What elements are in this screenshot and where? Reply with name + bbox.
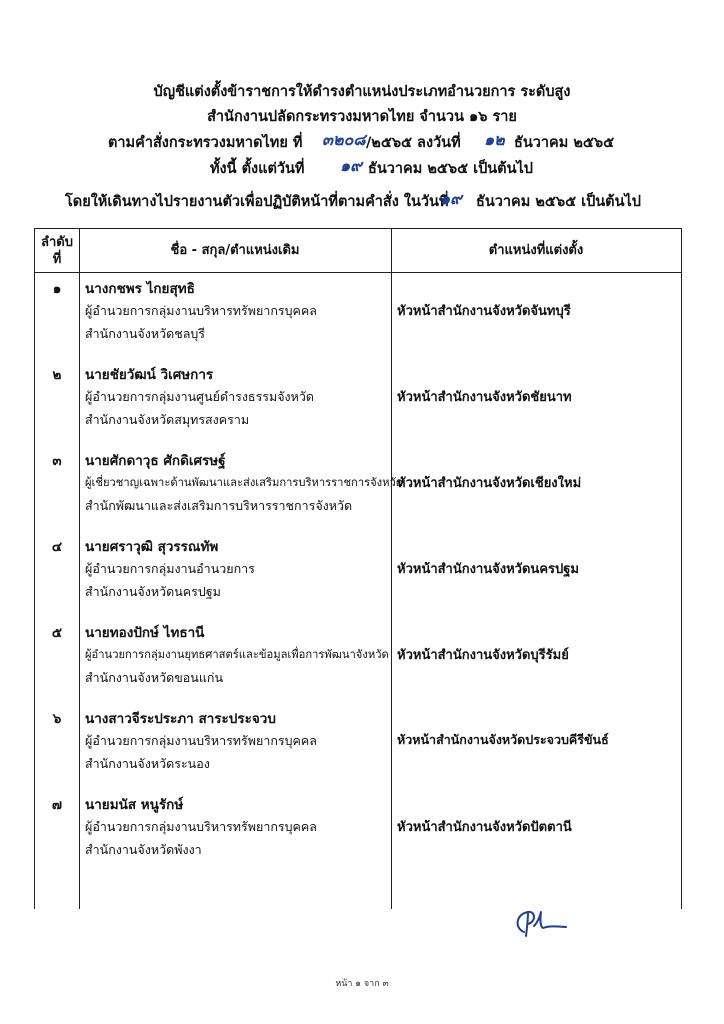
former-position: ผู้เชี่ยวชาญเฉพาะด้านพัฒนาและส่งเสริมการบริหารราชการจังหวัด (85, 476, 404, 489)
new-position: หัวหน้าสำนักงานจังหวัดจันทบุรี (397, 304, 571, 319)
order-text-a: ตามคำสั่งกระทรวงมหาดไทย ที่ (108, 135, 303, 151)
row-number: ๔ (51, 539, 63, 555)
title-line-2: สำนักงานปลัดกระทรวงมหาดไทย จำนวน ๑๖ ราย (207, 109, 517, 125)
former-position: ผู้อำนวยการกลุ่มงานบริหารทรัพยากรบุคคล (85, 303, 317, 318)
report-day-handwritten: ๑๙ (440, 189, 462, 208)
order-text-b: /๒๕๖๕ ลงวันที่ (366, 135, 461, 151)
row-number: ๖ (52, 711, 62, 727)
signature-initials (510, 902, 574, 942)
order-number-handwritten: ๓๒๐๘ (322, 130, 366, 149)
person-name: นายทองปักษ์ ไทธานี (85, 625, 205, 641)
row-number: ๕ (51, 625, 63, 641)
former-position: ผู้อำนวยการกลุ่มงานบริหารทรัพยากรบุคคล (85, 733, 317, 748)
person-name: นางสาวจีระประภา สาระประจวบ (85, 711, 276, 727)
row-number: ๒ (52, 367, 62, 383)
former-position: ผู้อำนวยการกลุ่มงานศูนย์ดำรงธรรมจังหวัด (85, 389, 315, 404)
new-position: หัวหน้าสำนักงานจังหวัดนครปฐม (397, 562, 579, 577)
table-row (35, 535, 681, 621)
order-day-handwritten: ๑๒ (484, 130, 505, 149)
person-name: นายมนัส หนูรักษ์ (85, 797, 184, 813)
row-number: ๑ (52, 281, 62, 297)
new-position: หัวหน้าสำนักงานจังหวัดเชียงใหม่ (397, 476, 582, 491)
header-name: ชื่อ - สกุล/ตำแหน่งเดิม (170, 243, 300, 258)
table-row (35, 277, 681, 363)
table-row (35, 707, 681, 793)
effective-text-a: ทั้งนี้ ตั้งแต่วันที่ (210, 161, 305, 177)
former-position: ผู้อำนวยการกลุ่มงานยุทธศาสตร์และข้อมูลเพื่อการพัฒนาจังหวัด (85, 648, 389, 661)
effective-day-handwritten: ๑๙ (340, 156, 362, 175)
new-position: หัวหน้าสำนักงานจังหวัดปัตตานี (397, 820, 572, 835)
table-row (35, 793, 681, 879)
header-new-position: ตำแหน่งที่แต่งตั้ง (488, 243, 584, 258)
table-row (35, 449, 681, 535)
former-office: สำนักงานจังหวัดพังงา (85, 842, 202, 857)
former-position: ผู้อำนวยการกลุ่มงานอำนวยการ (85, 561, 255, 576)
new-position: หัวหน้าสำนักงานจังหวัดประจวบคีรีขันธ์ (397, 732, 609, 747)
former-office: สำนักงานจังหวัดชลบุรี (85, 326, 206, 341)
former-office: สำนักงานจังหวัดนครปฐม (85, 584, 221, 599)
new-position: หัวหน้าสำนักงานจังหวัดบุรีรัมย์ (397, 648, 569, 663)
page-number: หน้า ๑ จาก ๓ (335, 979, 389, 989)
former-office: สำนักงานจังหวัดขอนแก่น (85, 670, 224, 685)
former-office: สำนักงานจังหวัดสมุทรสงคราม (85, 412, 250, 427)
person-name: นางกชพร ไกยสุทธิ (85, 281, 195, 297)
report-text-b: ธันวาคม ๒๕๖๕ เป็นต้นไป (476, 194, 642, 210)
new-position: หัวหน้าสำนักงานจังหวัดชัยนาท (397, 390, 572, 405)
report-text-a: โดยให้เดินทางไปรายงานตัวเพื่อปฏิบัติหน้าที่ตามคำสั่ง ในวันที่ (65, 194, 449, 210)
order-text-c: ธันวาคม ๒๕๖๕ (514, 135, 615, 151)
former-office: สำนักงานจังหวัดระนอง (85, 756, 210, 771)
table-header (35, 229, 681, 273)
header-no: ลำดับ ที่ (41, 234, 73, 267)
appointment-table (34, 228, 682, 909)
row-number: ๓ (52, 453, 62, 469)
former-position: ผู้อำนวยการกลุ่มงานบริหารทรัพยากรบุคคล (85, 819, 317, 834)
table-row (35, 363, 681, 449)
person-name: นายชัยวัฒน์ วิเศษการ (85, 367, 214, 383)
row-number: ๗ (51, 797, 63, 813)
effective-text-b: ธันวาคม ๒๕๖๕ เป็นต้นไป (368, 161, 534, 177)
former-office: สำนักพัฒนาและส่งเสริมการบริหารราชการจังหวัด (85, 498, 353, 513)
table-row (35, 621, 681, 707)
person-name: นายศักดาวุธ ศักดิเศรษฐ์ (85, 453, 226, 469)
title-line-1: บัญชีแต่งตั้งข้าราชการให้ดำรงตำแหน่งประเภทอำนวยการ ระดับสูง (153, 84, 571, 100)
person-name: นายศราวุฒิ สุวรรณทัพ (85, 539, 219, 555)
